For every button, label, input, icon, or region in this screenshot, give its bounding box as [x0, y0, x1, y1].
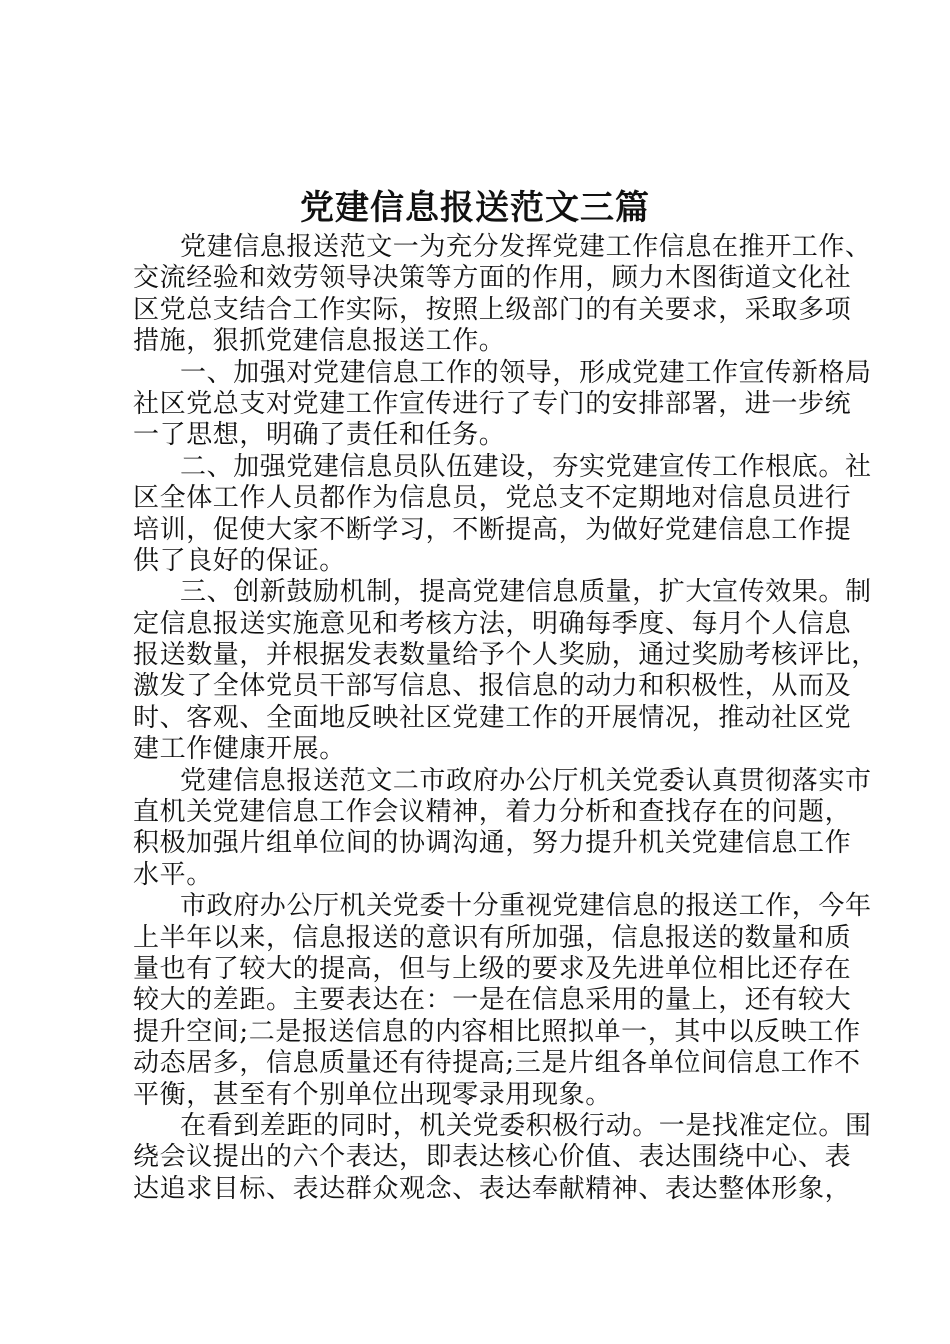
text-line: 二、加强党建信息员队伍建设，夯实党建宣传工作根底。社 [180, 451, 872, 482]
text-line: 绕会议提出的六个表达，即表达核心价值、表达围绕中心、表 [133, 1142, 852, 1173]
text-line: 直机关党建信息工作会议精神，着力分析和查找存在的问题， [133, 797, 852, 828]
paragraph [133, 577, 878, 765]
text-line: 积极加强片组单位间的协调沟通，努力提升机关党建信息工作 [133, 828, 852, 859]
text-line: 交流经验和效劳领导决策等方面的作用，顾力木图街道文化社 [133, 263, 852, 294]
paragraph [133, 232, 872, 358]
text-line: 动态居多，信息质量还有待提高;三是片组各单位间信息工作不 [133, 1048, 861, 1079]
text-line: 党建信息报送范文一为充分发挥党建工作信息在推开工作、 [180, 232, 872, 262]
paragraph [133, 357, 872, 452]
text-line: 量也有了较大的提高，但与上级的要求及先进单位相比还存在 [133, 953, 852, 984]
paragraph [133, 891, 872, 1111]
text-line: 社区党总支对党建工作宣传进行了专门的安排部署，进一步统 [133, 388, 852, 419]
text-line: 时、客观、全面地反映社区党建工作的开展情况，推动社区党 [133, 702, 852, 733]
text-line: 在看到差距的同时，机关党委积极行动。一是找准定位。围 [180, 1110, 872, 1141]
text-line: 定信息报送实施意见和考核方法，明确每季度、每月个人信息 [133, 608, 852, 639]
text-line: 市政府办公厅机关党委十分重视党建信息的报送工作，今年 [180, 891, 872, 922]
text-line: 报送数量，并根据发表数量给予个人奖励，通过奖励考核评比， [133, 640, 878, 671]
paragraph [133, 451, 872, 578]
text-line: 平衡，甚至有个别单位出现零录用现象。 [133, 1079, 612, 1110]
text-line: 三、创新鼓励机制，提高党建信息质量，扩大宣传效果。制 [180, 577, 872, 608]
text-line: 一了思想，明确了责任和任务。 [133, 420, 506, 451]
text-line: 较大的差距。主要表达在：一是在信息采用的量上，还有较大 [133, 985, 852, 1016]
document-body [133, 232, 878, 1205]
text-line: 一、加强对党建信息工作的领导，形成党建工作宣传新格局 [180, 357, 872, 388]
text-line: 区党总支结合工作实际，按照上级部门的有关要求，采取多项 [133, 294, 852, 325]
text-line: 措施，狠抓党建信息报送工作。 [133, 326, 506, 357]
text-line: 达追求目标、表达群众观念、表达奉献精神、表达整体形象， [133, 1173, 852, 1204]
text-line: 党建信息报送范文二市政府办公厅机关党委认真贯彻落实市 [180, 765, 872, 796]
text-line: 培训，促使大家不断学习，不断提高，为做好党建信息工作提 [133, 514, 852, 545]
text-line: 提升空间;二是报送信息的内容相比照拟单一，其中以反映工作 [133, 1016, 861, 1047]
paragraph [133, 765, 872, 892]
text-line: 供了良好的保证。 [133, 545, 346, 576]
paragraph [133, 1110, 872, 1205]
text-line: 建工作健康开展。 [133, 734, 346, 765]
text-line: 上半年以来，信息报送的意识有所加强，信息报送的数量和质 [133, 922, 852, 953]
text-line: 激发了全体党员干部写信息、报信息的动力和积极性，从而及 [133, 671, 852, 702]
text-line: 水平。 [133, 859, 213, 890]
document-title: 党建信息报送范文三篇 [300, 188, 650, 228]
text-line: 区全体工作人员都作为信息员，党总支不定期地对信息员进行 [133, 483, 852, 514]
